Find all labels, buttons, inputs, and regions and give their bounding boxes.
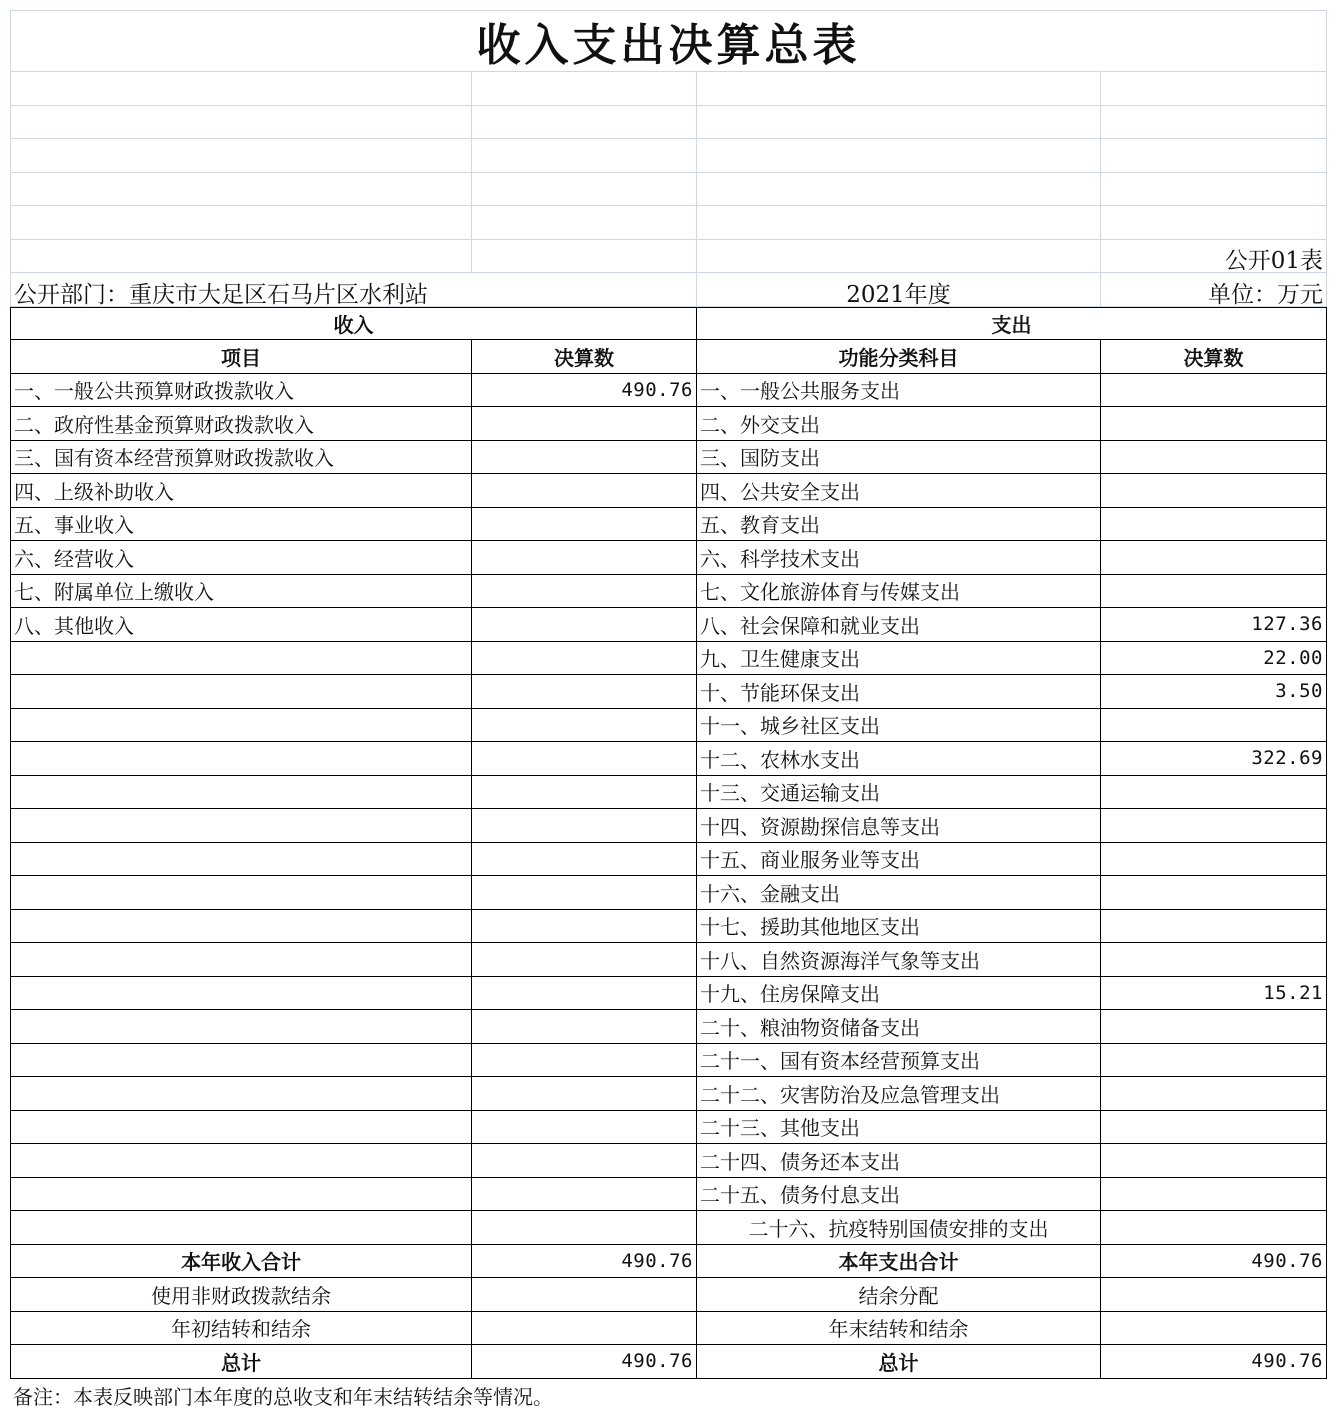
income-value xyxy=(472,1044,697,1078)
table-row xyxy=(10,977,1327,1011)
expense-label: 六、科学技术支出 xyxy=(697,541,1101,575)
table-row xyxy=(10,1144,1327,1178)
expense-value xyxy=(1101,1044,1327,1078)
income-value xyxy=(472,943,697,977)
income-value xyxy=(472,508,697,542)
expense-label: 十九、住房保障支出 xyxy=(697,977,1101,1011)
income-label xyxy=(10,943,472,977)
col-func: 功能分类科目 xyxy=(697,340,1101,374)
expense-value xyxy=(1101,876,1327,910)
col-amount2: 决算数 xyxy=(1101,340,1327,374)
table-row xyxy=(10,1211,1327,1245)
summary-row xyxy=(10,1278,1327,1312)
expense-value xyxy=(1101,1211,1327,1245)
income-label: 八、其他收入 xyxy=(10,608,472,642)
expense-value xyxy=(1101,441,1327,475)
blank-row xyxy=(10,106,1327,140)
income-label xyxy=(10,977,472,1011)
table-row xyxy=(10,541,1327,575)
income-value xyxy=(472,1211,697,1245)
table-row xyxy=(10,675,1327,709)
note: 备注：本表反映部门本年度的总收支和年末结转结余等情况。 xyxy=(13,1384,553,1409)
income-value xyxy=(472,809,697,843)
expense-value xyxy=(1101,776,1327,810)
income-value xyxy=(472,441,697,475)
expense-label: 八、社会保障和就业支出 xyxy=(697,608,1101,642)
table-row xyxy=(10,374,1327,408)
blank-row xyxy=(10,139,1327,173)
page-title: 收入支出决算总表 xyxy=(476,20,861,71)
income-value xyxy=(472,642,697,676)
summary-row xyxy=(10,1245,1327,1279)
expense-label: 二十五、债务付息支出 xyxy=(697,1178,1101,1212)
income-value xyxy=(472,1010,697,1044)
income-value xyxy=(472,1144,697,1178)
income-value xyxy=(472,1077,697,1111)
expense-value xyxy=(1101,1111,1327,1145)
income-value xyxy=(472,608,697,642)
summary-expense-value xyxy=(1101,1312,1327,1346)
title-row xyxy=(10,10,1327,72)
table-row xyxy=(10,642,1327,676)
table-body xyxy=(10,374,1327,1245)
income-label xyxy=(10,809,472,843)
expense-value xyxy=(1101,1178,1327,1212)
summary-income-value: 490.76 xyxy=(472,1345,697,1379)
expense-value xyxy=(1101,508,1327,542)
blank-row xyxy=(10,72,1327,106)
column-header-row xyxy=(10,340,1327,374)
expense-value xyxy=(1101,1077,1327,1111)
expense-value xyxy=(1101,709,1327,743)
summary-expense-label: 年末结转和结余 xyxy=(697,1312,1101,1346)
section-expense: 支出 xyxy=(697,307,1327,341)
col-item: 项目 xyxy=(10,340,472,374)
summary-income-label: 总计 xyxy=(10,1345,472,1379)
income-value xyxy=(472,541,697,575)
income-value xyxy=(472,1178,697,1212)
income-label xyxy=(10,709,472,743)
income-label xyxy=(10,1144,472,1178)
expense-label: 一、一般公共服务支出 xyxy=(697,374,1101,408)
expense-label: 二十二、灾害防治及应急管理支出 xyxy=(697,1077,1101,1111)
blank-row xyxy=(10,173,1327,207)
income-value xyxy=(472,843,697,877)
summary-income-label: 使用非财政拨款结余 xyxy=(10,1278,472,1312)
table-row xyxy=(10,910,1327,944)
income-label: 五、事业收入 xyxy=(10,508,472,542)
expense-label: 十七、援助其他地区支出 xyxy=(697,910,1101,944)
income-value xyxy=(472,407,697,441)
table-row xyxy=(10,843,1327,877)
income-label: 四、上级补助收入 xyxy=(10,474,472,508)
table-row xyxy=(10,474,1327,508)
summary-income-label: 本年收入合计 xyxy=(10,1245,472,1279)
expense-value xyxy=(1101,541,1327,575)
expense-value xyxy=(1101,910,1327,944)
income-label xyxy=(10,910,472,944)
income-label xyxy=(10,776,472,810)
expense-value: 127.36 xyxy=(1101,608,1327,642)
table-row xyxy=(10,1077,1327,1111)
summary-expense-label: 结余分配 xyxy=(697,1278,1101,1312)
income-value xyxy=(472,675,697,709)
expense-label: 三、国防支出 xyxy=(697,441,1101,475)
expense-label: 二十、粮油物资储备支出 xyxy=(697,1010,1101,1044)
table-row xyxy=(10,508,1327,542)
section-income: 收入 xyxy=(10,307,697,341)
income-value xyxy=(472,709,697,743)
form-code: 公开01表 xyxy=(1101,240,1327,274)
header-info-row xyxy=(10,273,1327,307)
expense-label: 四、公共安全支出 xyxy=(697,474,1101,508)
income-value xyxy=(472,1111,697,1145)
income-label xyxy=(10,876,472,910)
summary-expense-value: 490.76 xyxy=(1101,1345,1327,1379)
table-row xyxy=(10,809,1327,843)
summary-row xyxy=(10,1345,1327,1379)
expense-value: 3.50 xyxy=(1101,675,1327,709)
table-summary xyxy=(10,1245,1327,1379)
income-label: 二、政府性基金预算财政拨款收入 xyxy=(10,407,472,441)
table-row xyxy=(10,943,1327,977)
income-label xyxy=(10,1111,472,1145)
department: 公开部门：重庆市大足区石马片区水利站 xyxy=(10,273,697,307)
spreadsheet xyxy=(10,10,1327,1412)
col-amount: 决算数 xyxy=(472,340,697,374)
income-value xyxy=(472,575,697,609)
expense-label: 十五、商业服务业等支出 xyxy=(697,843,1101,877)
income-value xyxy=(472,742,697,776)
expense-label: 二十六、抗疫特别国债安排的支出 xyxy=(697,1211,1101,1245)
expense-value xyxy=(1101,575,1327,609)
table-row xyxy=(10,1044,1327,1078)
income-value xyxy=(472,474,697,508)
income-label xyxy=(10,1010,472,1044)
summary-income-label: 年初结转和结余 xyxy=(10,1312,472,1346)
expense-value: 22.00 xyxy=(1101,642,1327,676)
table-row xyxy=(10,876,1327,910)
income-value xyxy=(472,977,697,1011)
income-label: 六、经营收入 xyxy=(10,541,472,575)
expense-label: 十一、城乡社区支出 xyxy=(697,709,1101,743)
summary-expense-label: 总计 xyxy=(697,1345,1101,1379)
expense-value xyxy=(1101,943,1327,977)
income-label xyxy=(10,675,472,709)
summary-row xyxy=(10,1312,1327,1346)
income-label xyxy=(10,1044,472,1078)
table-row xyxy=(10,1111,1327,1145)
income-value xyxy=(472,776,697,810)
income-label xyxy=(10,1211,472,1245)
table-row xyxy=(10,709,1327,743)
expense-label: 十三、交通运输支出 xyxy=(697,776,1101,810)
table-row xyxy=(10,608,1327,642)
income-label xyxy=(10,1077,472,1111)
table-row xyxy=(10,1010,1327,1044)
income-label: 一、一般公共预算财政拨款收入 xyxy=(10,374,472,408)
income-label xyxy=(10,843,472,877)
expense-value xyxy=(1101,843,1327,877)
expense-label: 十六、金融支出 xyxy=(697,876,1101,910)
expense-value xyxy=(1101,809,1327,843)
expense-label: 九、卫生健康支出 xyxy=(697,642,1101,676)
income-value xyxy=(472,910,697,944)
summary-income-value xyxy=(472,1312,697,1346)
expense-value xyxy=(1101,374,1327,408)
income-label: 三、国有资本经营预算财政拨款收入 xyxy=(10,441,472,475)
expense-label: 十四、资源勘探信息等支出 xyxy=(697,809,1101,843)
expense-value xyxy=(1101,1010,1327,1044)
income-label xyxy=(10,1178,472,1212)
form-code-row xyxy=(10,240,1327,274)
expense-label: 二十三、其他支出 xyxy=(697,1111,1101,1145)
income-value xyxy=(472,876,697,910)
table-row xyxy=(10,407,1327,441)
expense-label: 二十四、债务还本支出 xyxy=(697,1144,1101,1178)
table-row xyxy=(10,1178,1327,1212)
expense-label: 七、文化旅游体育与传媒支出 xyxy=(697,575,1101,609)
unit: 单位：万元 xyxy=(1101,273,1327,307)
expense-value xyxy=(1101,407,1327,441)
expense-value xyxy=(1101,1144,1327,1178)
income-label: 七、附属单位上缴收入 xyxy=(10,575,472,609)
expense-label: 十二、农林水支出 xyxy=(697,742,1101,776)
summary-expense-label: 本年支出合计 xyxy=(697,1245,1101,1279)
blank-row xyxy=(10,206,1327,240)
summary-expense-value xyxy=(1101,1278,1327,1312)
table-row xyxy=(10,776,1327,810)
income-label xyxy=(10,742,472,776)
summary-expense-value: 490.76 xyxy=(1101,1245,1327,1279)
expense-value: 322.69 xyxy=(1101,742,1327,776)
expense-label: 二、外交支出 xyxy=(697,407,1101,441)
expense-label: 五、教育支出 xyxy=(697,508,1101,542)
expense-label: 十八、自然资源海洋气象等支出 xyxy=(697,943,1101,977)
expense-value xyxy=(1101,474,1327,508)
section-header-row xyxy=(10,307,1327,341)
summary-income-value xyxy=(472,1278,697,1312)
table-row xyxy=(10,441,1327,475)
year: 2021年度 xyxy=(697,273,1101,307)
expense-label: 二十一、国有资本经营预算支出 xyxy=(697,1044,1101,1078)
note-row xyxy=(10,1379,1327,1413)
income-value: 490.76 xyxy=(472,374,697,408)
table-row xyxy=(10,575,1327,609)
expense-value: 15.21 xyxy=(1101,977,1327,1011)
expense-label: 十、节能环保支出 xyxy=(697,675,1101,709)
summary-income-value: 490.76 xyxy=(472,1245,697,1279)
table-row xyxy=(10,742,1327,776)
income-label xyxy=(10,642,472,676)
